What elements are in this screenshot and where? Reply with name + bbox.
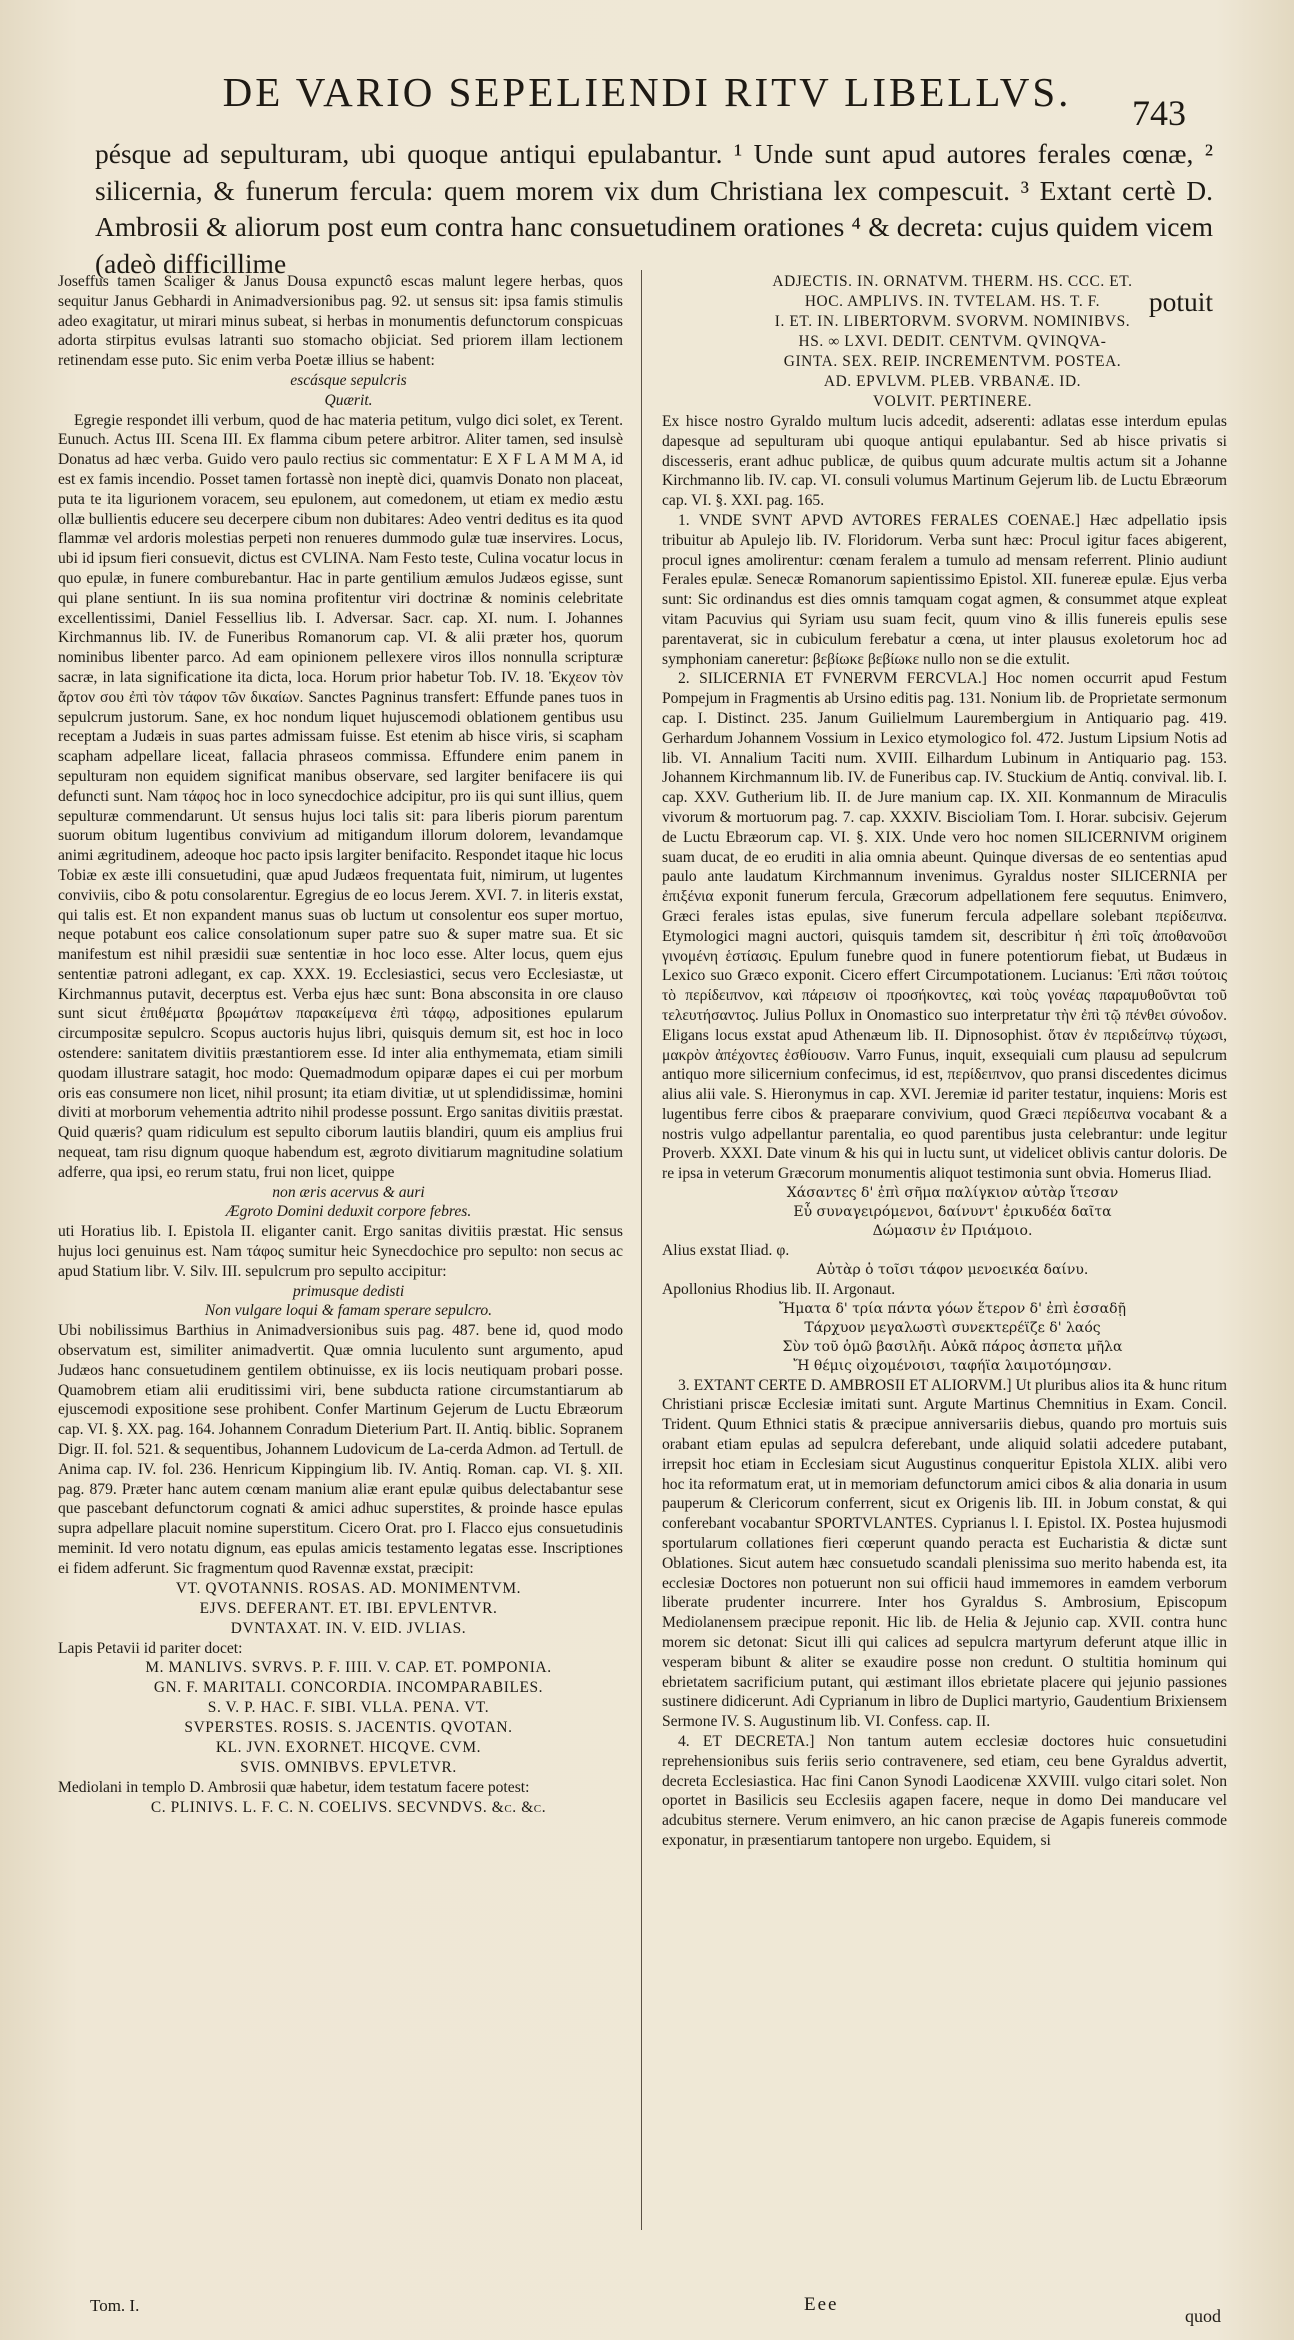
- inscription-line: GINTA. SEX. REIP. INCREMENTVM. POSTEA.: [783, 353, 1122, 370]
- left-paragraph-3: uti Horatius lib. I. Epistola II. eliganter canit. Ergo sanitas divitiis præstat. Hic sensus hujus loci genuinus est. Nam τάφος sumitur heic Synecdochice pro sepulto: non secus ac apud Statium libr. V. Silv. III. sepulcrum pro sepulto accipitur:: [58, 1223, 623, 1280]
- inscription-line: S. V. P. HAC. F. SIBI. VLLA. PENA. VT.: [207, 1699, 490, 1717]
- left-paragraph-5: Lapis Petavii id pariter docet:: [58, 1639, 243, 1657]
- note-1: 1. VNDE SVNT APVD AVTORES FERALES COENAE.] Hæc adpellatio ipsis tribuitur ab Apulejo lib. IV. Floridorum. Verba sunt hæc: Procul igitur faces abigerent, procul ignes amolirentur: cœnam feralem a tumulo ad mensam referrent. Plinio audiunt Ferales epulæ. Senecæ Romanorum sapientissimo Epistol. XII. funereæ epulæ. Ejus verba sunt: Sic ordinandus est dies omnis tamquam cogat agmen, & consummet atque expleat vitam Pacuvius qui Syriam usu suam fecit, quum vino & illis funereis epulis sese parentaverat, sic in cubiculum ferebatur a cœna, ut inter plausus exoletorum hoc ad symphoniam caneretur: βεβίωκε βεβίωκε nullo non se die extulit.: [662, 511, 1227, 668]
- running-title: DE VARIO SEPELIENDI RITV LIBELLVS.: [222, 69, 1072, 115]
- inscription-line: ADJECTIS. IN. ORNATVM. THERM. HS. CCC. ET.: [772, 273, 1133, 290]
- left-verse-1b: Quærit.: [324, 391, 373, 409]
- left-verse-3a: primusque dedisti: [292, 1282, 405, 1300]
- note-3: 3. EXTANT CERTE D. AMBROSII ET ALIORVM.] Ut pluribus alios ita & hunc ritum Christiani priscæ Ecclesiæ imitati sunt. Argute Martinus Chemnitius in Exam. Concil. Trident. Quum Ethnici statis & præcipue anniversariis diebus, quando pro mortuis suis orabant etiam epulas ad sepulcra deferebant, unde aliquid solatii adcedere putabant, irrepsit hoc etiam in Ecclesiam sicut Augustinus conqueritur Epistola XLIX. alibi vero hoc ita reformatum erat, ut in memoriam defunctorum amici cibos & alia donaria in usum pauperum & Clericorum conferrent, sicut ex Origenis lib. III. in Jobum constat, & qui conferebant vocabantur SPORTVLANTES. Cyprianus l. I. Epistol. IX. Postea hujusmodi sportularum collationes fieri cœperunt quando peracta est Eucharistia & dictæ sunt Oblationes. Sicut autem hæc consuetudo scandali plenissima suo merito habenda est, ita ecclesiæ Doctores non potuerunt non sui officii haud immemores in eamdem verborum liberate prudenter incurrere. Inter hos Gyraldus S. Ambrosium, Episcopum Mediolanensem præcipue reponit. Hic lib. de Helia & Jejunio cap. XVII. contra hunc morem sic detonat: Sicut illi qui calices ad sepulcra martyrum deferunt atque illic in vesperam bibunt & aliter se exaudire posse non credunt. O stultitia hominum qui ebrietatem sacrificium putant, qui æstimant illos ebrietate placere qui jejunio passiones sustinere didicerunt. Adi Cyprianum in libro de Duplici martyrio, Gaudentium Brixiensem Sermone IV. S. Augustinum lib. VI. Confess. cap. II.: [662, 1376, 1227, 1731]
- inscription-line: DVNTAXAT. IN. V. EID. JVLIAS.: [230, 1619, 467, 1637]
- intro-paragraph: pésque ad sepulturam, ubi quoque antiqui epulabantur. ¹ Unde sunt apud autores ferales cœnæ, ² silicernia, & funerum fercula: quem morem vix dum Christiana lex compescuit. ³ Extant certè D. Ambrosii & aliorum post eum contra hanc consuetudinem orationes ⁴ & decreta: cujus quidem vicem (adeò difficillime: [95, 138, 1213, 279]
- page-number: 743: [1132, 93, 1186, 133]
- left-column: [58, 272, 623, 1818]
- note-4: 4. ET DECRETA.] Non tantum autem ecclesiæ doctores huic consuetudini reprehensionibus suis feriis serio contravenere, sed etiam, ceu bene Gyraldus advertit, decreta Ecclesiastica. Hac fini Canon Synodi Laodicenæ XXVIII. vulgo citari solet. Non oportet in Basilicis seu Ecclesiis agapen facere, neque in domo Dei manducare vel adcubitus sternere. Verum enimvero, an hic canon præcise de Agapis funereis commode exponatur, in præsentiarum tantopere non urgebo. Equidem, si: [662, 1733, 1227, 1849]
- greek-verse: Τάρχυον μεγαλωστὶ συνεκτερέϊζε δ' λαός: [804, 1319, 1101, 1336]
- greek-verse: Εὖ συναγειρόμενοι, δαίνυντ' ἐρικυδέα δαῖτα: [793, 1204, 1112, 1221]
- inscription-line: M. MANLIVS. SVRVS. P. F. IIII. V. CAP. ET. POMPONIA.: [145, 1659, 552, 1677]
- right-citation: Apollonius Rhodius lib. II. Argonaut.: [662, 1280, 896, 1298]
- inscription-line: EJVS. DEFERANT. ET. IBI. EPVLENTVR.: [199, 1599, 498, 1617]
- greek-verse: Αὐτὰρ ὁ τοῖσι τάφον μενοεικέα δαίνυ.: [816, 1261, 1089, 1278]
- inscription-line: C. PLINIVS. L. F. C. N. COELIVS. SECVNDVS. &c. &c.: [150, 1799, 547, 1817]
- note-2: 2. SILICERNIA ET FVNERVM FERCVLA.] Hoc nomen occurrit apud Festum Pompejum in Fragmentis ab Ursino editis pag. 131. Nonium lib. de Proprietate sermonum cap. I. Distinct. 235. Janum Guilielmum Laurembergium in Antiquario pag. 419. Gerhardum Johannem Vossium in Lexico etymologico fol. 472. Justum Lipsium Notis ad lib. VI. Annalium Taciti num. XVIII. Eilhardum Lubinum in Antiquario pag. 153. Johannem Kirchmannum lib. IV. de Funeribus cap. IV. Stuckium de Antiq. convival. lib. I. cap. XXV. Gutherium lib. II. de Jure manium cap. IX. XII. Konmannum de Miraculis vivorum & mortuorum pag. 7. cap. XXXIV. Biscioliam Tom. I. Horar. subcisiv. Gejerum de Luctu Ebræorum cap. VI. §. XIX. Unde vero hoc nomen SILICERNIVM originem suam ducat, de eo eruditi in alia omnia abeunt. Quinque diversas de eo sententias apud paulo ante laudatum Kirchmannum invenimus. Gyraldus noster SILICERNIA per ἐπιξένια exponit funerum fercula, Græcorum adpellationem fere sequutus. Enimvero, Græci ferales istas epulas, sive funerum fercula adpellare solebant περίδειπνα. Etymologici magni auctori, quisquis tamdem sit, describitur ἡ ἐπὶ τοῖς ἀποθανοῦσι γινομένη ἑστίασις. Epulum funebre quod in funere potentiorum fiebat, ut Budæus in Lexico suo Græco exponit. Cicero effert Circumpotationem. Lucianus: Ἐπὶ πᾶσι τούτοις τὸ περίδειπνον, καὶ πάρεισιν οἱ προσήκοντες, καὶ τοὺς γονέας παραμυθοῦνται τοῦ τελευτήσαντος. Julius Pollux in Onomastico suo interpretatur τὴν ἐπὶ τῷ πένθει σύνοδον. Eligans locus exstat apud Athenæum lib. II. Dipnosophist. ὅταν ἐν περιδείπνῳ τύχωσι, μακρὸν ἀπέχοντες ἐσθίουσιν. Varro Funus, inquit, exsequiali cum plausu ad sepulcrum antiquo more silicernium confecimus, id est, περίδειπνον, quo pransi discedentes dicimus alius alii vale. S. Hieronymus in cap. XVI. Jeremiæ id pariter testatur, inquiens: Moris est lugentibus ferre cibos & praeparare convivium, quod Græci περίδειπνα vocabant & a nostris vulgo adpellantur parentalia, eo quod parentibus justa celebrantur: unde legitur Proverb. XXXI. Date vinum & his qui in luctu sunt, ut videlicet oblivis cantur doloris. De re ipsa in veterum Græcorum monumentis aliquot testimonia sunt obvia. Homerus Iliad.: [662, 670, 1227, 1183]
- greek-verse: Ἤ θέμις οἰχομένοισι, ταφήϊα λαιμοτόμησαν.: [793, 1357, 1112, 1374]
- left-verse-2b: Ægroto Domini deduxit corpore febres.: [225, 1203, 472, 1221]
- intro-last-word: potuit: [1148, 286, 1213, 317]
- inscription-line: KL. JVN. EXORNET. HICQVE. CVM.: [215, 1739, 482, 1757]
- left-verse-3b: Non vulgare loqui & famam sperare sepulcro.: [204, 1302, 493, 1320]
- greek-verse: Χάσαντες δ' ἐπὶ σῆμα παλίγκιον αὐτὰρ ἴτεσαν: [786, 1185, 1119, 1202]
- left-paragraph-4: Ubi nobilissimus Barthius in Animadversionibus suis pag. 487. bene id, quod modo observatum est, similiter animadvertit. Quæ omnia luculento sunt argumento, apud Judæos hanc consuetudinem gentilem obtinuisse, ex iis locis neutiquam probari posse. Quamobrem etiam alii eruditissimi viri, bene subducta ratione circumstantiarum ab ejuscemodi expositione sese prohibent. Confer Martinum Gejerum de Luctu Ebræorum cap. VI. §. XX. pag. 164. Johannem Conradum Dieterium Part. II. Antiq. biblic. Sopranem Digr. II. fol. 521. & sequentibus, Johannem Ludovicum de La-cerda Admon. ad Tertull. de Anima cap. IV. fol. 236. Henricum Kippingium lib. IV. Antiq. Roman. cap. VI. §. XII. pag. 879. Præter hanc autem cœnam manium aliæ erant epulæ quibus delectabantur sese que pascebant defunctorum cognati & amici adhuc superstites, & proinde hasce epulas supra adpellare placuit nomine superstitum. Cicero Orat. pro I. Flacco ejus consuetudinis meminit. Id vero notatu dignum, eas epulas amicis testamento legatas esse. Inscriptiones ei fidem adferunt. Sic fragmentum quod Ravennæ exstat, præcipit:: [58, 1322, 623, 1577]
- inscription-line: VT. QVOTANNIS. ROSAS. AD. MONIMENTVM.: [175, 1579, 522, 1597]
- greek-verse: Ἤματα δ' τρία πάντα γόων ἕτερον δ' ἐπὶ ἐσσαδῇ: [779, 1300, 1126, 1317]
- inscription-line: HOC. AMPLIVS. IN. TVTELAM. HS. T. F.: [804, 293, 1101, 310]
- inscription-line: VOLVIT. PERTINERE.: [872, 393, 1033, 410]
- greek-verse: Σὺν τοῦ ὁμῶ βασιλῆι. Αὐκᾶ πάρος ἀσπετα μῆλα: [782, 1338, 1123, 1355]
- right-citation: Alius exstat Iliad. φ.: [662, 1242, 790, 1260]
- inscription-line: GN. F. MARITALI. CONCORDIA. INCOMPARABILES.: [153, 1679, 544, 1697]
- inscription-line: I. ET. IN. LIBERTORVM. SVORVM. NOMINIBVS.: [774, 313, 1131, 330]
- right-column: [662, 272, 1227, 1851]
- left-paragraph-2: Egregie respondet illi verbum, quod de hac materia petitum, vulgo dici solet, ex Terent. Eunuch. Actus III. Scena III. Ex flamma cibum petere arbitror. Aliter tamen, sed insulsè Donatus ad hæc verba. Guido vero paulo rectius sic commentatur: E X F L A M M A, id est ex famis incendio. Posset tamen fortassè non ineptè dici, quamvis Donato non placeat, puta te ita ligurionem voracem, seu epulonem, aut comedonem, ut etiam ex medio æstu ollæ bullientis educere seu decerpere cibum non dubitares: Adeo ventri deditus es ita quod flammæ vel ardoris molestias perpeti non renueres dummodo gulæ tuæ inservires. Locus, ubi id ipsum fieri consuevit, dictus est CVLINA. Nam Festo teste, Culina vocatur locus in quo epulæ, in funere comburebantur. Hac in parte gentilium æmulos Judæos egisse, sunt qui plane sentiunt. In iis sua nomina profitentur viri doctrinæ & nominis celebritate excellentissimi, Daniel Fessellius lib. I. Adversar. Sacr. cap. XI. num. I. Johannes Kirchmannus lib. IV. de Funeribus Romanorum cap. VI. & alii præter hos, quorum nominibus libenter parco. Ad eam opinionem pellexere viros illos nonnulla scripturæ sacræ, in lata significatione ita dicta, loca. Horum prior habetur Tob. IV. 18. Ἐκχεον τὸν ἄρτον σου ἐπὶ τὸν τάφον τῶν δικαίων. Sanctes Pagninus transfert: Effunde panes tuos in sepulcrum justorum. Sane, ex hoc nondum liquet hujuscemodi oblationem gentibus usu receptam a Judæis in suas partes admissam fuisse. Est etenim ab hisce viris, si scapham scapham adpellare liceat, fallacia phraseos commissa. Effundere enim panem in sepulturam non equidem significat manibus observare, sed largiter benifacere iis qui defuncti sunt. Nam τάφος hoc in loco synecdochice adcipitur, pro iis qui sunt illius, quem sepulturæ commendarunt. Ut sensus hujus loci talis sit: para liberis piorum parentum suorum obitum lugentibus convivium ad mitigandum illorum dolorem, levandamque animi ægritudinem, adeoque hoc pacto ipsis largiter benifacito. Respondet itaque hic locus Tobiæ ex æste illi consuetudini, quæ apud Judæos frequentata fuit, nimirum, ut lugentes conviviis, cibo & potu consolarentur. Egregius de eo locus Jerem. XVI. 7. in literis exstat, qui talis est. Et non expandent manus suas ob luctum ut consolentur eos super mortuo, neque potabunt eos calice consolationum super patre suo & super matre sua. Et sic manifestum est nihil præsidii suæ sententiæ in hoc loco esse. Alter locus, quem ejus sententiæ patroni adlegant, ex cap. XXX. 19. Ecclesiastici, secus vero Ecclesiastæ, ut Kirchmannus putavit, decerptus est. Verba ejus hæc sunt: Bona absconsita in ore clauso sunt sicut ἐπιθέματα βρωμάτων παρακείμενα ἐπὶ τάφῳ, adpositiones epularum circumpositæ sepulcro. Scopus auctoris hujus libri, quisquis demum sit, est hoc in loco ostendere: sanitatem divitiis præstantiorem esse. Id inter alia enthymemata, etiam simili quodam illustrare satagit, hoc modo: Quemadmodum opiparæ dapes ei cui per morbum oris eas consumere non licet, nihil prosunt; ita etiam divitiæ, ut ut splendidissimæ, homini diviti at morborum vehementia adtrito nihil prodesse possunt. Ergo sanitas divitiis præstat. Quid quæris? quam ridiculum est sepulto ciborum lautiis blandiri, quum eis amplius frui nequeat, tam risu dignum quoque habendum est, ægroto divitiarum magnitudine solatium adferre, qua ipsi, eo rerum statu, frui non licet, quippe: [58, 411, 623, 1181]
- catchword: quod: [1185, 2306, 1221, 2326]
- greek-verse: Δώμασιν ἐν Πριάμοιο.: [872, 1223, 1033, 1240]
- left-paragraph-6: Mediolani in templo D. Ambrosii quæ habetur, idem testatum facere potest:: [58, 1779, 530, 1797]
- left-verse-1: escásque sepulcris: [290, 371, 407, 389]
- volume-mark: Tom. I.: [90, 2296, 140, 2315]
- inscription-line: AD. EPVLVM. PLEB. VRBANÆ. ID.: [823, 373, 1082, 390]
- left-verse-2a: non æris acervus & auri: [272, 1183, 425, 1201]
- left-paragraph-1: Joseffus tamen Scaliger & Janus Dousa expunctô escas malunt legere herbas, quos sequitur Janus Gebhardi in Animadversionibus pag. 92. ut sensus sit: ipsa famis stimulis adeo exagitatur, ut mirari minus subeat, si herbas in monumentis defunctorum conspicuas adorta stirpitus evulsas latranti suo stomacho objiciat. Sed priorem illam lectionem retinendam esse puto. Sic enim verba Poetæ illius se habent:: [58, 273, 623, 370]
- inscription-line: HS. ∞ LXVI. DEDIT. CENTVM. QVINQVA-: [798, 333, 1107, 350]
- inscription-line: SVPERSTES. ROSIS. S. JACENTIS. QVOTAN.: [184, 1719, 513, 1737]
- signature-mark: Eee: [804, 2294, 839, 2315]
- right-paragraph-1: Ex hisce nostro Gyraldo multum lucis adcedit, adserenti: adlatas esse interdum epulas dapesque ad sepulturam ubi quoque antiqui epulabantur. Sed ab hisce privatis si discesseris, erant adhuc publicæ, de quibus quum adcurate multis actum sit a Johanne Kirchmanno lib. IV. cap. VI. consuli volumus Martinum Gejerum lib. de Luctu Ebræorum cap. VI. §. XXI. pag. 165.: [662, 413, 1227, 510]
- inscription-line: SVIS. OMNIBVS. EPVLETVR.: [240, 1759, 457, 1777]
- column-divider: [641, 270, 642, 2230]
